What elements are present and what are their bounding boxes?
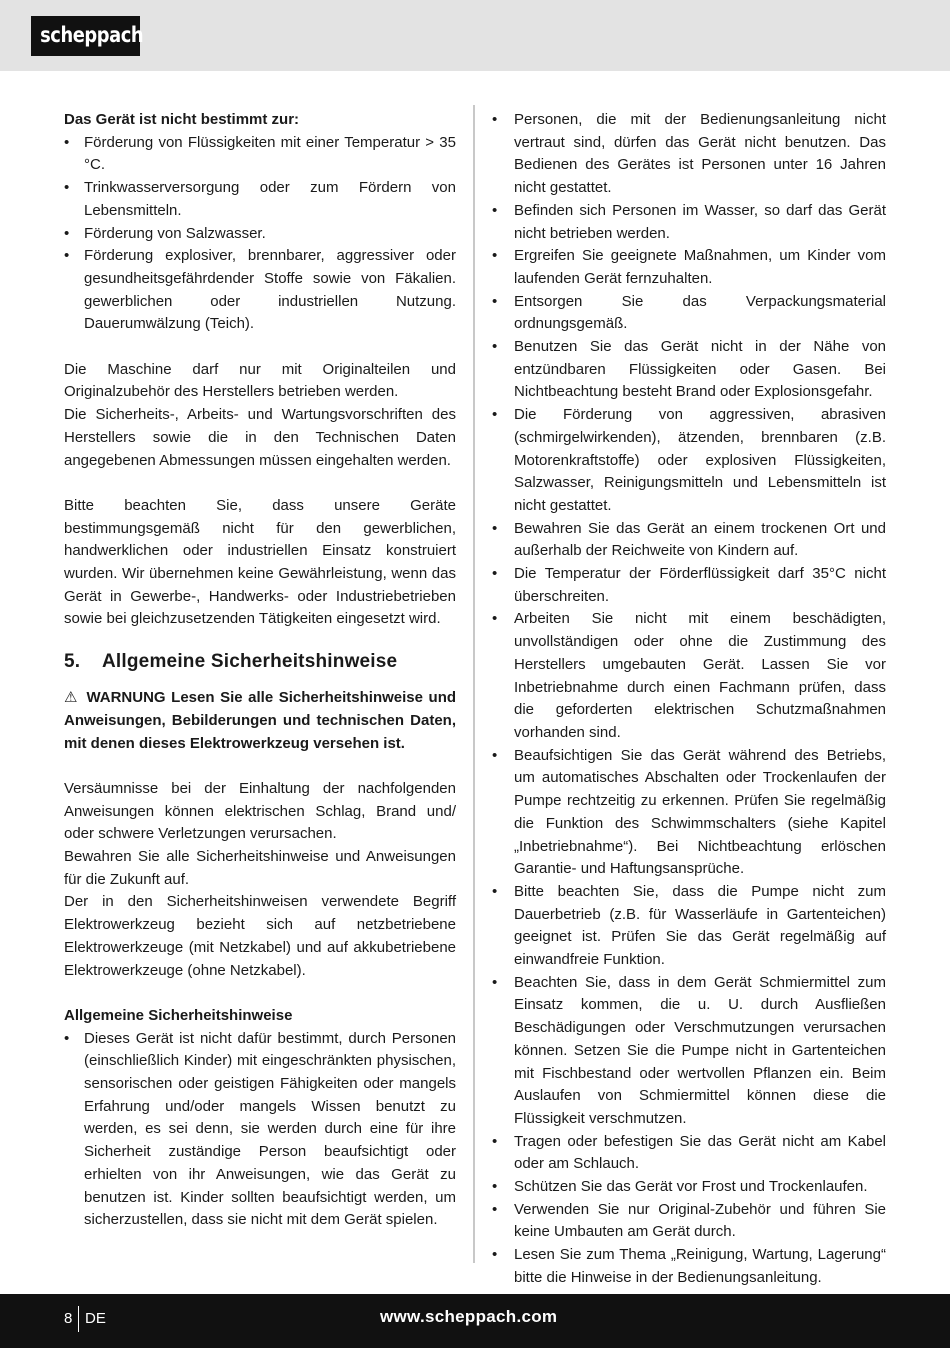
column-divider [473, 105, 475, 1263]
bullet-icon: • [492, 201, 498, 219]
bullet-icon: • [64, 179, 70, 197]
bullet-icon: • [492, 519, 498, 537]
left-column [64, 109, 456, 1232]
paragraph: Der in den Sicherheitshinweisen verwendete Begriff Elektrowerkzeug bezieht sich auf netzbetriebene Elektrowerkzeuge (mit Netzkabel) und auf akkubetriebene Elektrowerkzeuge (ohne Netzkabel). [64, 893, 456, 979]
bullet-icon: • [492, 973, 498, 991]
paragraph: Die Sicherheits-, Arbeits- und Wartungsvorschriften des Herstellers sowie die in den Technischen Daten angegebenen Abmessungen müssen eingehalten werden. [64, 406, 456, 469]
list-item: • Bewahren Sie das Gerät an einem trockenen Ort und außerhalb der Reichweite von Kindern auf. [492, 519, 886, 560]
bullet-icon: • [492, 1246, 498, 1264]
warning-paragraph: ⚠ WARNUNG Lesen Sie alle Sicherheitshinweise und Anweisungen, Bebilderungen und technischen Daten, mit denen dieses Elektrowerkzeug versehen ist. [64, 689, 457, 752]
bullet-icon: • [492, 565, 498, 583]
bullet-icon: • [492, 111, 498, 128]
list-item: • Ergreifen Sie geeignete Maßnahmen, um Kinder vom laufenden Gerät fernzuhalten. [492, 247, 886, 287]
scheppach-logo: scheppach [31, 16, 140, 56]
list-item: • Beachten Sie, dass in dem Gerät Schmiermittel zum Einsatz kommen, die u. U. durch Ausfließen Beschädigungen oder Verschmutzungen verursachen können. Setzen Sie die Pumpe nicht in Gartenteichen mit Fischbestand oder wertvollen Pflanzen ein. Beim Auslaufen von Schmiermittel können diese die Flüssigkeit verschmutzen. [492, 973, 886, 1127]
list-item: • Befinden sich Personen im Wasser, so darf das Gerät nicht betrieben werden. [492, 201, 886, 242]
list-item: • Die Temperatur der Förderflüssigkeit darf 35°C nicht überschreiten. [492, 565, 886, 605]
list-item: • Personen, die mit der Bedienungsanleitung nicht vertraut sind, dürfen das Gerät nicht benutzen. Das Bedienen des Gerätes ist Personen unter 16 Jahren nicht gestattet. [492, 111, 886, 197]
bullet-icon: • [64, 224, 70, 242]
bullet-icon: • [64, 247, 70, 265]
intro-heading: Das Gerät ist nicht bestimmt zur: [64, 111, 300, 128]
page-number: 8 [64, 1310, 73, 1327]
bullet-icon: • [492, 292, 498, 310]
bullet-icon: • [492, 746, 498, 764]
language-code: DE [85, 1310, 106, 1327]
section-heading: 5. Allgemeine Sicherheitshinweise [64, 651, 398, 673]
list-item: • Lesen Sie zum Thema „Reinigung, Wartung, Lagerung“ bitte die Hinweise in der Bedienungsanleitung. [492, 1246, 886, 1286]
bullet-icon: • [492, 882, 498, 900]
bullet-icon: • [492, 610, 498, 628]
warning-icon: ⚠ [64, 689, 79, 707]
list-item: • Bitte beachten Sie, dass die Pumpe nicht zum Dauerbetrieb (z.B. für Wasserläufe in Gartenteichen) geeignet ist. Prüfen Sie das Gerät regelmäßig auf einwandfreie Funktion. [492, 882, 886, 969]
paragraph: Bitte beachten Sie, dass unsere Geräte bestimmungsgemäß nicht für den gewerblichen, handwerklichen oder industriellen Einsatz konstruiert wurden. Wir übernehmen keine Gewährleistung, wenn das Gerät in Gewerbe-, Handwerks- oder Industriebetrieben sowie bei gleichzusetzenden Tätigkeiten eingesetzt wird. [64, 496, 456, 628]
list-item: • Benutzen Sie das Gerät nicht in der Nähe von entzündbaren Flüssigkeiten oder Gasen. Bei Nichtbeachtung besteht Brand oder Explosionsgefahr. [492, 338, 886, 401]
list-item: • Dieses Gerät ist nicht dafür bestimmt, durch Personen (einschließlich Kinder) mit eingeschränkten physischen, sensorischen oder geistigen Fähigkeiten oder mangels Erfahrung und/oder mangels Wissen benutzt zu werden, es sei denn, sie werden durch eine für ihre Sicherheit zuständige Person beaufsichtigt oder erhielten von ihr Anweisungen, wie das Gerät zu benutzen ist. Kinder sollten beaufsichtigt werden, um sicherzustellen, dass sie nicht mit dem Gerät spielen. [64, 1029, 456, 1229]
list-item: • Schützen Sie das Gerät vor Frost und Trockenlaufen. [492, 1176, 886, 1199]
list-item: • Förderung von Flüssigkeiten mit einer Temperatur > 35 °C. [64, 133, 456, 174]
bullet-icon: • [492, 406, 498, 424]
paragraph: Die Maschine darf nur mit Originalteilen und Originalzubehör des Herstellers betrieben werden. [64, 360, 456, 401]
list-item: • Entsorgen Sie das Verpackungsmaterial ordnungsgemäß. [492, 292, 886, 333]
list-item: • Trinkwasserversorgung oder zum Fördern von Lebensmitteln. [64, 179, 456, 219]
bullet-icon: • [64, 1029, 70, 1047]
sub-heading: Allgemeine Sicherheitshinweise [64, 1006, 293, 1024]
safety-list [64, 1028, 456, 1232]
list-item: • Förderung von Salzwasser. [64, 223, 456, 246]
paragraph: Versäumnisse bei der Einhaltung der nachfolgenden Anweisungen können elektrischen Schlag, Brand und/ oder schwere Verletzungen verursachen. [64, 779, 456, 843]
list-item: • Verwenden Sie nur Original-Zubehör und führen Sie keine Umbauten am Gerät durch. [492, 1200, 886, 1241]
right-column [492, 109, 886, 1290]
intro-list [64, 132, 456, 336]
bullet-icon: • [64, 133, 70, 151]
website-link[interactable]: www.scheppach.com [380, 1307, 558, 1326]
list-item: • Förderung explosiver, brennbarer, aggressiver oder gesundheitsgefährdender Stoffe sowie von Fäkalien. gewerblichen oder industriellen Nutzung. Dauerumwälzung (Teich). [64, 247, 456, 333]
page-separator [78, 1306, 79, 1332]
bullet-icon: • [492, 1178, 498, 1196]
list-item: • Tragen oder befestigen Sie das Gerät nicht am Kabel oder am Schlauch. [492, 1132, 886, 1173]
bullet-icon: • [492, 1200, 498, 1218]
list-item: • Arbeiten Sie nicht mit einem beschädigten, unvollständigen oder ohne die Zustimmung des Herstellers umgebauten Gerät. Lassen Sie vor Inbetriebnahme durch einen Fachmann prüfen, dass die geforderten elektrischen Schutzmaßnahmen vorhanden sind. [492, 610, 886, 741]
bullet-icon: • [492, 1132, 498, 1150]
paragraph: Bewahren Sie alle Sicherheitshinweise und Anweisungen für die Zukunft auf. [64, 848, 456, 888]
header-bar [0, 0, 950, 71]
bullet-icon: • [492, 247, 498, 265]
list-item: • Die Förderung von aggressiven, abrasiven (schmirgelwirkenden), ätzenden, brennbaren (z.B. Motorenkraftstoffe) oder explosiven Flüssigkeiten, Salzwasser, Reinigungsmitteln und Lebensmitteln ist nicht gestattet. [492, 406, 886, 514]
bullet-icon: • [492, 338, 498, 356]
safety-list-continued [492, 109, 886, 1290]
list-item: • Beaufsichtigen Sie das Gerät während des Betriebs, um automatisches Abschalten oder Trockenlaufen der Pumpe rechtzeitig zu erkennen. Prüfen Sie regelmäßig die Funktion des Schwimmschalters (siehe Kapitel „Inbetriebnahme“). Bei Nichtbeachtung erlöschen Garantie- und Haftungsansprüche. [492, 746, 886, 878]
footer-bar [0, 1294, 950, 1348]
